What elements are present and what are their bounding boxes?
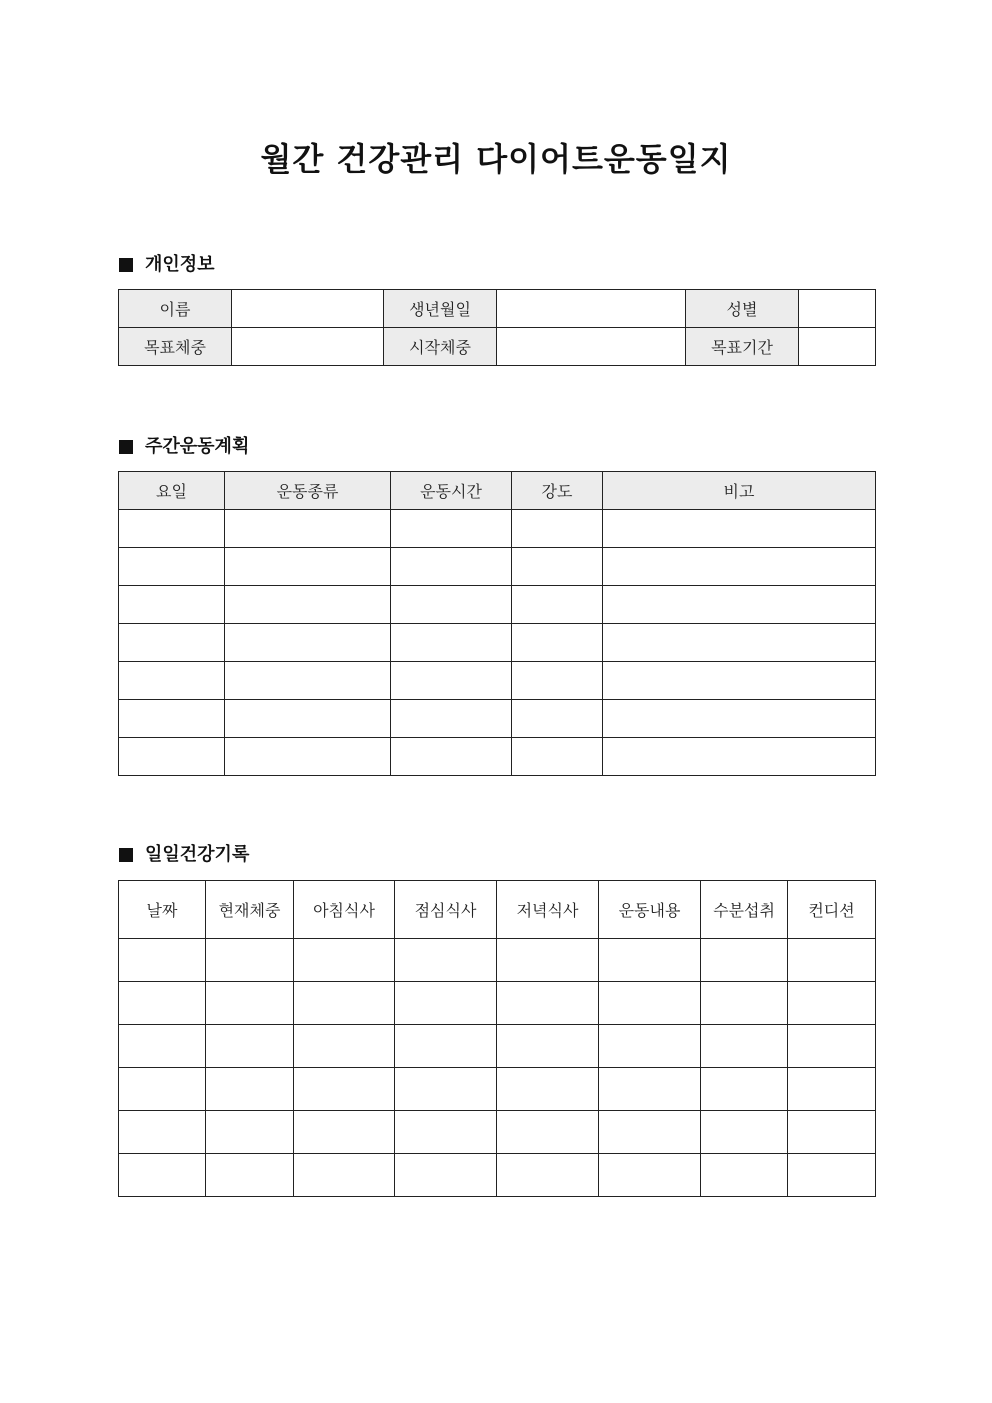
table-row	[119, 738, 876, 776]
table-cell[interactable]	[788, 939, 876, 982]
table-cell[interactable]	[599, 1025, 701, 1068]
square-bullet-icon	[119, 258, 133, 272]
table-cell[interactable]	[497, 982, 599, 1025]
table-cell[interactable]	[225, 586, 391, 624]
name-field[interactable]	[232, 290, 384, 328]
table-cell[interactable]	[225, 510, 391, 548]
column-header-current-weight: 현재체중	[206, 881, 294, 939]
table-cell[interactable]	[512, 624, 603, 662]
table-cell[interactable]	[788, 1111, 876, 1154]
column-header-day: 요일	[119, 472, 225, 510]
table-cell[interactable]	[497, 1025, 599, 1068]
table-cell[interactable]	[701, 1025, 788, 1068]
table-cell[interactable]	[294, 1111, 395, 1154]
table-cell[interactable]	[391, 624, 512, 662]
table-row	[119, 1154, 876, 1197]
weekly-plan-header-row	[119, 472, 876, 510]
table-cell[interactable]	[395, 982, 497, 1025]
table-row	[119, 548, 876, 586]
table-row	[119, 1025, 876, 1068]
table-cell[interactable]	[701, 1154, 788, 1197]
section-personal-info-heading	[119, 253, 215, 277]
table-cell[interactable]	[391, 548, 512, 586]
target-weight-label: 목표체중	[119, 328, 232, 366]
table-cell[interactable]	[391, 662, 512, 700]
square-bullet-icon	[119, 440, 133, 454]
table-cell[interactable]	[225, 548, 391, 586]
table-cell[interactable]	[206, 1025, 294, 1068]
name-label: 이름	[119, 290, 232, 328]
table-cell[interactable]	[225, 662, 391, 700]
start-weight-label: 시작체중	[384, 328, 497, 366]
table-cell[interactable]	[497, 1111, 599, 1154]
table-cell[interactable]	[119, 624, 225, 662]
table-cell[interactable]	[497, 939, 599, 982]
table-cell[interactable]	[395, 1154, 497, 1197]
column-header-condition: 컨디션	[788, 881, 876, 939]
table-cell[interactable]	[225, 624, 391, 662]
gender-label: 성별	[686, 290, 799, 328]
table-cell[interactable]	[395, 1068, 497, 1111]
column-header-breakfast: 아침식사	[294, 881, 395, 939]
table-row	[119, 662, 876, 700]
gender-field[interactable]	[799, 290, 876, 328]
table-row	[119, 1068, 876, 1111]
table-cell[interactable]	[603, 738, 876, 776]
table-cell[interactable]	[119, 586, 225, 624]
table-cell[interactable]	[391, 586, 512, 624]
table-cell[interactable]	[497, 1068, 599, 1111]
table-row	[119, 624, 876, 662]
column-header-lunch: 점심식사	[395, 881, 497, 939]
table-cell[interactable]	[788, 982, 876, 1025]
table-cell[interactable]	[119, 1111, 206, 1154]
table-cell[interactable]	[701, 982, 788, 1025]
personal-info-row	[119, 328, 876, 366]
section-weekly-plan-heading	[119, 435, 249, 459]
table-cell[interactable]	[294, 939, 395, 982]
table-cell[interactable]	[225, 738, 391, 776]
table-cell[interactable]	[701, 1111, 788, 1154]
column-header-water-intake: 수분섭취	[701, 881, 788, 939]
target-period-field[interactable]	[799, 328, 876, 366]
table-cell[interactable]	[119, 1068, 206, 1111]
weekly-plan-table	[118, 471, 876, 776]
table-cell[interactable]	[603, 662, 876, 700]
table-cell[interactable]	[119, 662, 225, 700]
column-header-exercise-type: 운동종류	[225, 472, 391, 510]
column-header-intensity: 강도	[512, 472, 603, 510]
column-header-exercise-time: 운동시간	[391, 472, 512, 510]
table-cell[interactable]	[512, 510, 603, 548]
table-row	[119, 510, 876, 548]
table-cell[interactable]	[294, 982, 395, 1025]
birthdate-field[interactable]	[497, 290, 686, 328]
section-weekly-plan-label: 주간운동계획	[145, 436, 250, 457]
table-row	[119, 939, 876, 982]
table-cell[interactable]	[599, 939, 701, 982]
table-cell[interactable]	[391, 700, 512, 738]
column-header-exercise-content: 운동내용	[599, 881, 701, 939]
table-cell[interactable]	[512, 548, 603, 586]
table-cell[interactable]	[512, 662, 603, 700]
table-cell[interactable]	[294, 1068, 395, 1111]
daily-record-table	[118, 880, 876, 1197]
table-cell[interactable]	[206, 1068, 294, 1111]
table-cell[interactable]	[119, 738, 225, 776]
table-cell[interactable]	[701, 939, 788, 982]
table-cell[interactable]	[512, 738, 603, 776]
table-cell[interactable]	[603, 510, 876, 548]
table-cell[interactable]	[206, 982, 294, 1025]
birthdate-label: 생년월일	[384, 290, 497, 328]
table-cell[interactable]	[206, 1111, 294, 1154]
table-row	[119, 586, 876, 624]
table-cell[interactable]	[119, 1025, 206, 1068]
column-header-dinner: 저녁식사	[497, 881, 599, 939]
table-cell[interactable]	[599, 1111, 701, 1154]
table-cell[interactable]	[701, 1068, 788, 1111]
table-cell[interactable]	[603, 586, 876, 624]
table-cell[interactable]	[788, 1154, 876, 1197]
table-cell[interactable]	[294, 1154, 395, 1197]
table-cell[interactable]	[119, 548, 225, 586]
start-weight-field[interactable]	[497, 328, 686, 366]
table-cell[interactable]	[391, 510, 512, 548]
table-cell[interactable]	[225, 700, 391, 738]
square-bullet-icon	[119, 848, 133, 862]
table-cell[interactable]	[119, 982, 206, 1025]
table-cell[interactable]	[603, 624, 876, 662]
section-daily-record-label: 일일건강기록	[145, 844, 250, 865]
section-personal-info-label: 개인정보	[145, 254, 215, 275]
table-cell[interactable]	[603, 548, 876, 586]
personal-info-row	[119, 290, 876, 328]
table-cell[interactable]	[119, 939, 206, 982]
section-daily-record-heading	[119, 843, 249, 867]
table-cell[interactable]	[119, 510, 225, 548]
table-cell[interactable]	[206, 1154, 294, 1197]
table-row	[119, 982, 876, 1025]
table-row	[119, 700, 876, 738]
column-header-notes: 비고	[603, 472, 876, 510]
table-cell[interactable]	[512, 586, 603, 624]
table-cell[interactable]	[603, 700, 876, 738]
table-row	[119, 1111, 876, 1154]
table-cell[interactable]	[599, 1154, 701, 1197]
daily-record-header-row	[119, 881, 876, 939]
table-cell[interactable]	[497, 1154, 599, 1197]
table-cell[interactable]	[294, 1025, 395, 1068]
table-cell[interactable]	[512, 700, 603, 738]
table-cell[interactable]	[788, 1025, 876, 1068]
table-cell[interactable]	[206, 939, 294, 982]
table-cell[interactable]	[119, 700, 225, 738]
table-cell[interactable]	[599, 982, 701, 1025]
table-cell[interactable]	[391, 738, 512, 776]
table-cell[interactable]	[599, 1068, 701, 1111]
document-title: 월간 건강관리 다이어트운동일지	[260, 140, 732, 178]
table-cell[interactable]	[119, 1154, 206, 1197]
column-header-date: 날짜	[119, 881, 206, 939]
target-weight-field[interactable]	[232, 328, 384, 366]
personal-info-table	[118, 289, 876, 366]
table-cell[interactable]	[395, 1025, 497, 1068]
table-cell[interactable]	[395, 939, 497, 982]
table-cell[interactable]	[788, 1068, 876, 1111]
table-cell[interactable]	[395, 1111, 497, 1154]
target-period-label: 목표기간	[686, 328, 799, 366]
